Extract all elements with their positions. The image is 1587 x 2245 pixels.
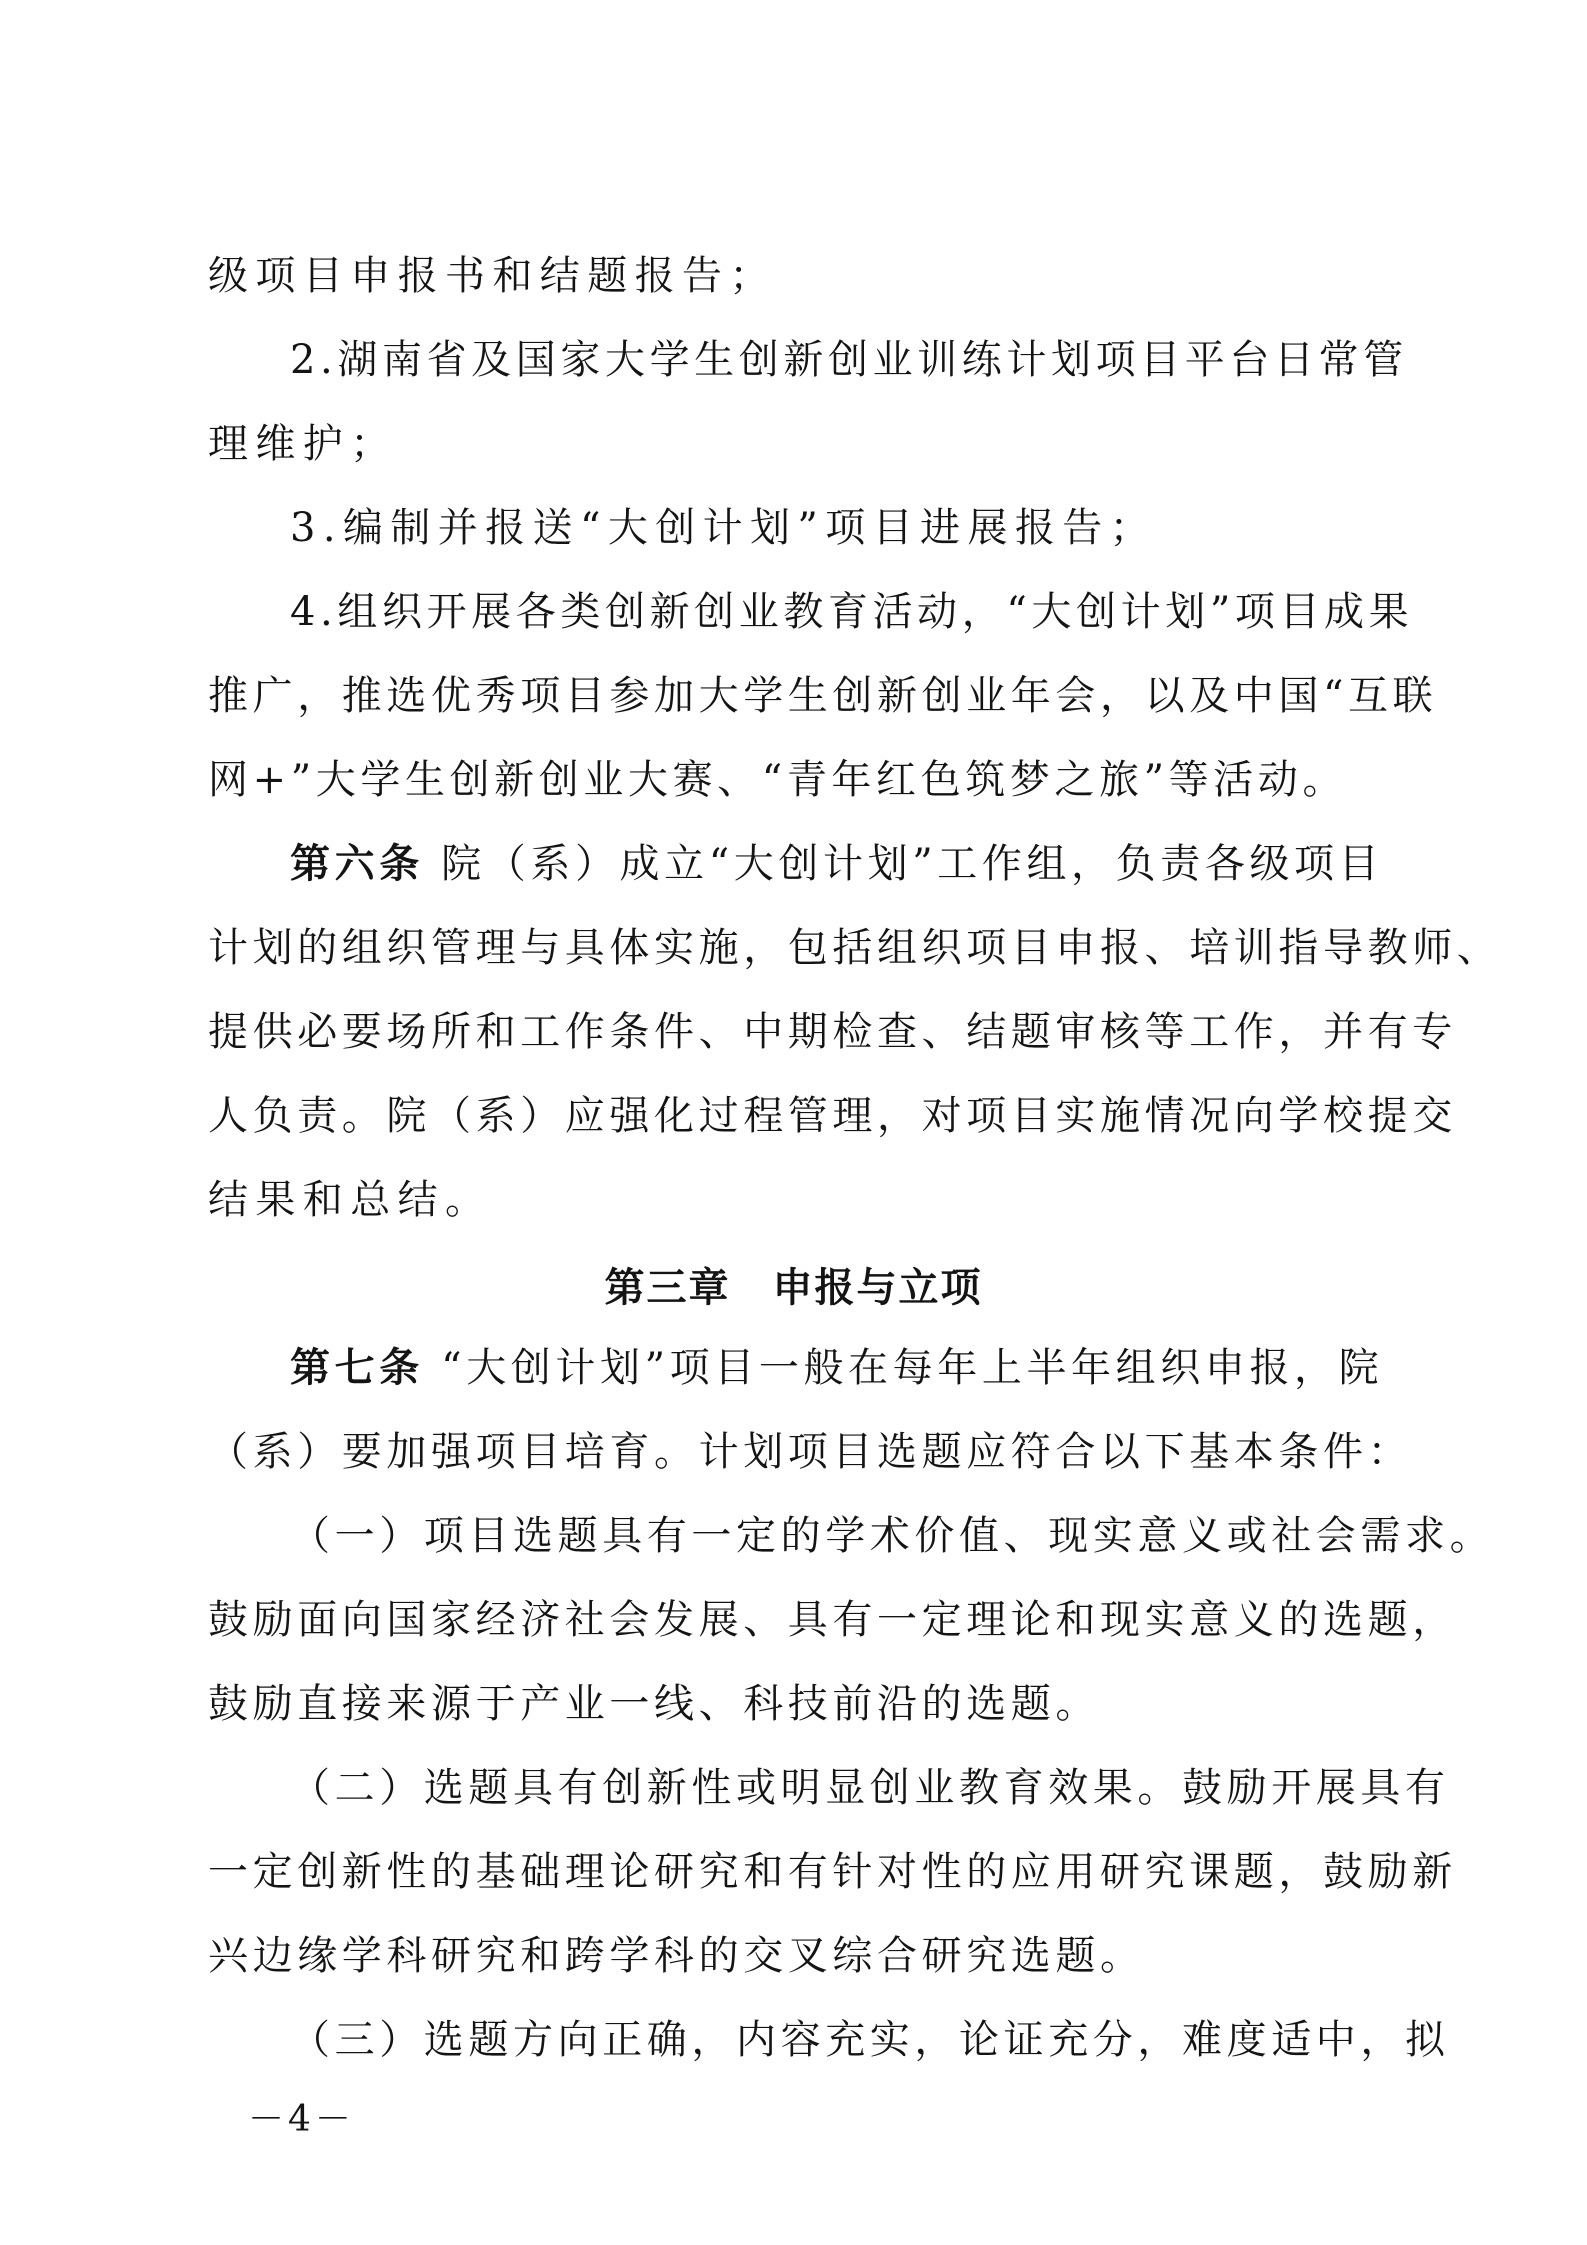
condition-2-line-3: 兴边缘学科研究和跨学科的交叉综合研究选题。 — [208, 1933, 1145, 1979]
condition-2-line-2: 一定创新性的基础理论研究和有针对性的应用研究课题，鼓励新 — [208, 1849, 1457, 1895]
page-number: －4－ — [248, 2099, 355, 2140]
list-item-4-line-1: 4.组织开展各类创新创业教育活动，“大创计划”项目成果 — [290, 589, 1414, 635]
condition-1-line-2: 鼓励面向国家经济社会发展、具有一定理论和现实意义的选题， — [208, 1597, 1457, 1643]
continuation-line: 级项目申报书和结题报告； — [208, 253, 777, 299]
article-6-text: 院（系）成立“大创计划”工作组，负责各级项目 — [441, 841, 1384, 887]
article-6-line-1 — [290, 838, 1470, 890]
article-7-text: “大创计划”项目一般在每年上半年组织申报，院 — [441, 1345, 1384, 1391]
condition-3-line-1: （三）选题方向正确，内容充实，论证充分，难度适中，拟 — [290, 2017, 1450, 2063]
article-7-line-1 — [290, 1342, 1470, 1394]
chapter-title: 第三章 申报与立项 — [604, 1265, 983, 1311]
list-item-4-line-2: 推广，推选优秀项目参加大学生创新创业年会，以及中国“互联 — [208, 673, 1438, 719]
article-6-line-4: 人负责。院（系）应强化过程管理，对项目实施情况向学校提交 — [208, 1093, 1457, 1139]
condition-1-line-1: （一）项目选题具有一定的学术价值、现实意义或社会需求。 — [290, 1513, 1495, 1559]
condition-2-line-1: （二）选题具有创新性或明显创业教育效果。鼓励开展具有 — [290, 1765, 1450, 1811]
condition-1-line-3: 鼓励直接来源于产业一线、科技前沿的选题。 — [208, 1681, 1100, 1727]
list-item-3-line-1: 3.编制并报送“大创计划”项目进展报告； — [290, 505, 1158, 551]
list-item-2-line-1: 2.湖南省及国家大学生创新创业训练计划项目平台日常管 — [290, 337, 1408, 383]
article-6-line-5: 结果和总结。 — [208, 1177, 493, 1223]
list-item-2-line-2: 理维护； — [208, 421, 398, 467]
article-6-label: 第六条 — [290, 841, 424, 887]
article-7-line-2: （系）要加强项目培育。计划项目选题应符合以下基本条件： — [208, 1429, 1413, 1475]
list-item-4-line-3: 网+”大学生创新创业大赛、“青年红色筑梦之旅”等活动。 — [208, 757, 1348, 803]
article-6-line-3: 提供必要场所和工作条件、中期检查、结题审核等工作，并有专 — [208, 1009, 1457, 1055]
article-7-label: 第七条 — [290, 1345, 424, 1391]
article-6-line-2: 计划的组织管理与具体实施，包括组织项目申报、培训指导教师、 — [208, 925, 1502, 971]
